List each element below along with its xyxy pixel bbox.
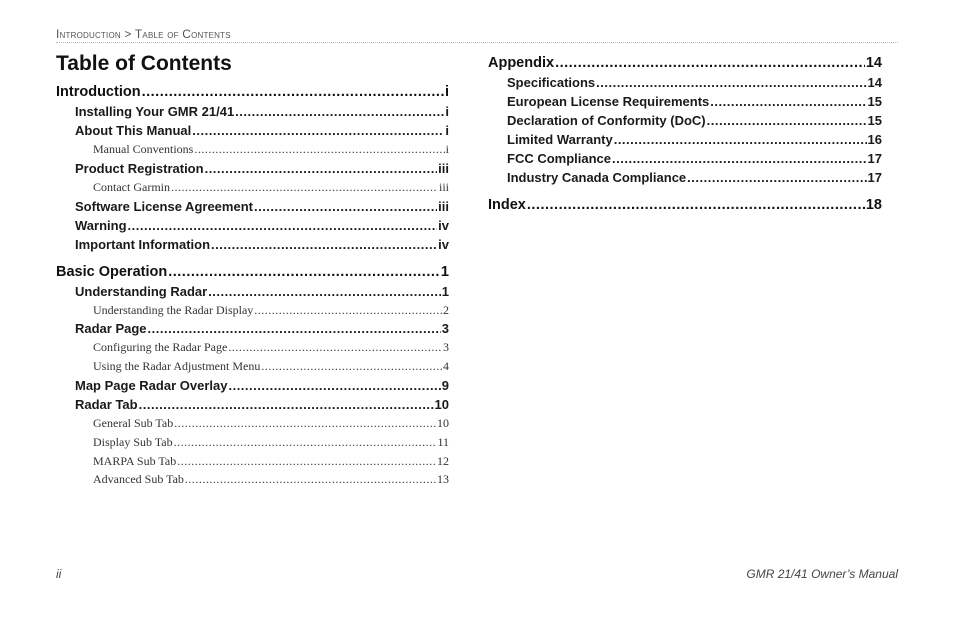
dot-leader (192, 121, 444, 140)
toc-entry-level-2[interactable] (56, 121, 449, 140)
dot-leader (208, 282, 441, 301)
toc-entry-title: Installing Your GMR 21/41 (75, 104, 235, 119)
toc-entry-page: 16 (867, 132, 882, 147)
toc-entry-title: Display Sub Tab (93, 434, 173, 449)
toc-entry-page: i (445, 142, 449, 156)
toc-entry-level-2[interactable] (56, 159, 449, 178)
toc-entry-page: 11 (437, 434, 449, 449)
dot-leader (254, 197, 437, 216)
toc-entry-level-2[interactable] (56, 235, 449, 254)
toc-entry-title: European License Requirements (507, 94, 710, 109)
toc-entry-page: 12 (437, 453, 449, 468)
toc-entry-page: 3 (441, 321, 449, 337)
dot-leader (527, 195, 865, 215)
toc-entry-title: Basic Operation (56, 263, 168, 280)
dot-leader (261, 357, 442, 376)
toc-entry-page: 13 (437, 472, 449, 487)
dot-leader (177, 452, 436, 471)
toc-entry-level-2[interactable] (56, 102, 449, 121)
dot-leader (148, 319, 441, 338)
toc-entry-level-2[interactable] (56, 282, 449, 301)
toc-entry-title: General Sub Tab (93, 415, 174, 430)
toc-entry-page: 1 (440, 263, 449, 280)
toc-entry-level-3[interactable] (56, 470, 449, 489)
toc-entry-level-2[interactable] (488, 111, 882, 130)
toc-entry-level-1[interactable] (488, 53, 882, 73)
footer-page-number: ii (56, 567, 62, 581)
toc-entry-page: 2 (443, 302, 449, 317)
toc-entry-title: Important Information (75, 236, 211, 252)
dot-leader (174, 433, 437, 452)
dot-leader (612, 149, 867, 168)
toc-entry-page: i (445, 123, 449, 138)
toc-entry-level-3[interactable] (56, 338, 449, 357)
toc-entry-title: Introduction (56, 84, 141, 100)
dot-leader (254, 301, 442, 320)
toc-entry-page: 15 (867, 113, 882, 128)
toc-entry-title: About This Manual (75, 123, 192, 138)
toc-section (488, 53, 882, 187)
toc-entry-title: Understanding Radar (75, 283, 208, 299)
toc-entry-page: 17 (867, 151, 882, 166)
toc-entry-title: FCC Compliance (507, 151, 612, 166)
toc-entry-page: 10 (434, 396, 449, 412)
toc-entry-page: 3 (443, 340, 449, 355)
dot-leader (710, 92, 866, 111)
toc-entry-title: Understanding the Radar Display (93, 302, 254, 317)
dot-leader (128, 216, 438, 235)
toc-entry-page: iii (438, 198, 449, 214)
toc-section (56, 262, 449, 490)
toc-entry-title: Using the Radar Adjustment Menu (93, 359, 261, 374)
toc-entry-page: 14 (867, 75, 882, 90)
dot-leader (555, 53, 865, 73)
dot-leader (614, 130, 867, 149)
toc-entry-title: Index (488, 197, 526, 213)
toc-entry-level-2[interactable] (56, 197, 449, 216)
dot-leader (211, 235, 437, 254)
toc-entry-page: 17 (867, 170, 882, 185)
toc-entry-title: Warning (75, 217, 127, 233)
dot-leader (235, 102, 444, 121)
dot-leader (707, 111, 867, 130)
header-divider (56, 42, 898, 43)
toc-entry-page: 18 (865, 197, 882, 213)
toc-entry-title: Radar Page (75, 321, 147, 337)
toc-entry-level-3[interactable] (56, 452, 449, 471)
toc-entry-level-3[interactable] (56, 414, 449, 433)
toc-section (488, 195, 882, 215)
dot-leader (194, 140, 444, 159)
dot-leader (205, 159, 438, 178)
toc-entry-page: 1 (441, 283, 449, 299)
toc-entry-title: Declaration of Conformity (DoC) (507, 113, 706, 128)
toc-entry-level-3[interactable] (56, 301, 449, 320)
toc-entry-title: MARPA Sub Tab (93, 453, 177, 468)
toc-entry-page: 9 (441, 377, 449, 393)
toc-entry-level-2[interactable] (56, 395, 449, 414)
toc-entry-level-1[interactable] (488, 195, 882, 215)
toc-entry-title: Manual Conventions (93, 142, 194, 156)
dot-leader (174, 414, 436, 433)
toc-entry-page: iii (438, 179, 449, 194)
toc-entry-level-2[interactable] (56, 376, 449, 395)
toc-entry-page: i (444, 84, 449, 100)
toc-entry-title: Advanced Sub Tab (93, 472, 184, 487)
toc-entry-level-2[interactable] (488, 168, 882, 187)
toc-left-column (56, 82, 449, 497)
toc-entry-title: Software License Agreement (75, 198, 253, 214)
toc-entry-page: 10 (437, 415, 449, 430)
toc-entry-title: Map Page Radar Overlay (75, 377, 228, 393)
dot-leader (139, 395, 434, 414)
toc-entry-page: iii (438, 160, 449, 176)
toc-entry-title: Industry Canada Compliance (507, 170, 687, 185)
toc-section (56, 82, 449, 254)
toc-entry-page: iv (438, 217, 449, 233)
toc-entry-page: i (445, 104, 449, 119)
toc-entry-title: Product Registration (75, 160, 204, 176)
dot-leader (596, 73, 866, 92)
dot-leader (171, 178, 438, 197)
toc-entry-title: Specifications (507, 75, 596, 90)
toc-entry-title: Configuring the Radar Page (93, 340, 228, 355)
dot-leader (168, 262, 440, 282)
toc-entry-level-2[interactable] (488, 92, 882, 111)
toc-entry-level-2[interactable] (56, 319, 449, 338)
dot-leader (687, 168, 866, 187)
toc-entry-title: Contact Garmin (93, 179, 170, 194)
toc-entry-level-1[interactable] (56, 82, 449, 102)
toc-right-column (488, 53, 882, 223)
toc-entry-title: Limited Warranty (507, 132, 613, 147)
toc-entry-level-2[interactable] (488, 73, 882, 92)
toc-entry-level-3[interactable] (56, 357, 449, 376)
toc-entry-level-3[interactable] (56, 140, 449, 159)
toc-entry-level-2[interactable] (488, 130, 882, 149)
dot-leader (142, 82, 444, 102)
dot-leader (185, 470, 436, 489)
toc-entry-page: 4 (443, 359, 449, 374)
toc-entry-title: Appendix (488, 55, 555, 71)
page-title: Table of Contents (56, 52, 232, 75)
toc-entry-level-2[interactable] (488, 149, 882, 168)
breadcrumb: Introduction > Table of Contents (56, 27, 231, 41)
footer-manual-title: GMR 21/41 Owner’s Manual (746, 567, 898, 581)
toc-entry-page: iv (438, 236, 449, 252)
toc-entry-level-3[interactable] (56, 178, 449, 197)
toc-entry-page: 15 (867, 94, 882, 109)
toc-entry-level-2[interactable] (56, 216, 449, 235)
dot-leader (228, 338, 442, 357)
toc-entry-title: Radar Tab (75, 396, 138, 412)
toc-entry-level-1[interactable] (56, 262, 449, 282)
toc-entry-page: 14 (865, 55, 882, 71)
toc-entry-level-3[interactable] (56, 433, 449, 452)
dot-leader (228, 376, 440, 395)
